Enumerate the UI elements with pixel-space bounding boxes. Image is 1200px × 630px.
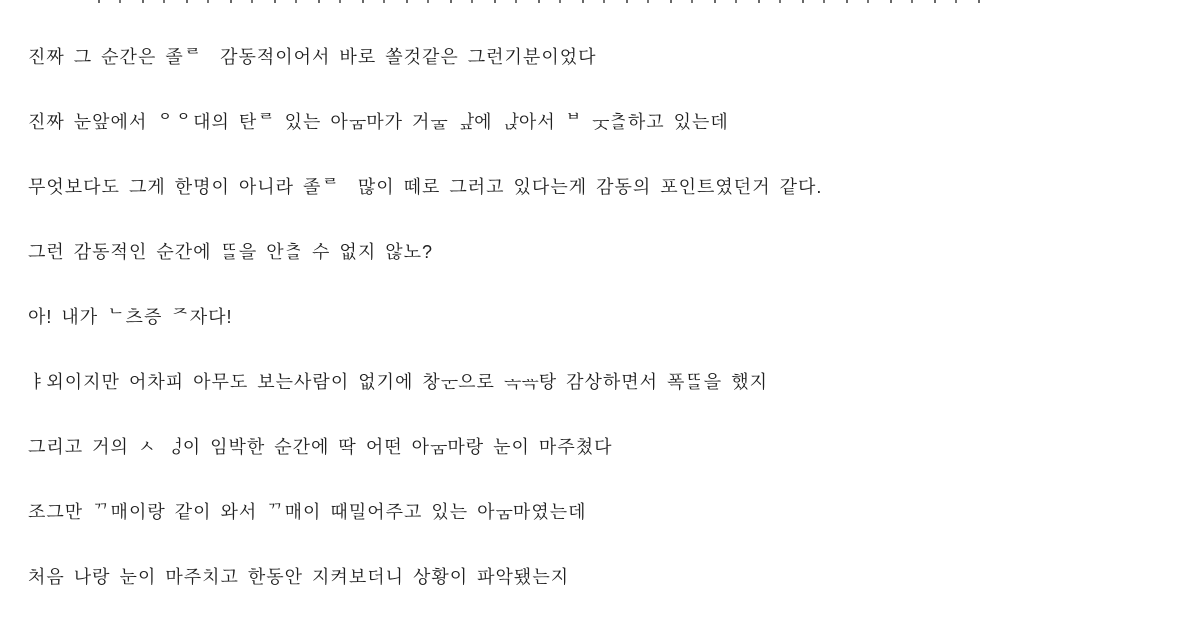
text-line: 처음 나랑 눈이 마주치고 한동안 지켜보더니 상황이 파악됐는지 [28,567,570,587]
clipped-text-line [98,0,988,3]
text-line: 그리고 거의 ㅅ ᅟᅥᆼ이 임박한 순간에 딱 어떤 아ᅟᅮᆷ마랑 눈이 마주쳤다 [28,437,613,457]
text-line: 그런 감동적인 순간에 ᄄᅠᆯ을 안ᄎᅠᆯ 수 없지 않노? [28,242,433,262]
text-line: 무엇보다도 그게 한명이 아니라 졸ᄅ 많이 떼로 그러고 있다는게 감동의 포인트였던거 같다. [28,177,823,197]
text-line: 진짜 그 순간은 졸ᄅ 감동적이어서 바로 쏠것같은 그런기분이었다 [28,47,597,67]
text-line: 진짜 눈앞에서 ᄋᄋ대의 탄ᄅ 있는 아ᅟᅮᆷ마가 거ᅟᅮᆯ ᅟᅡᇁ에 ᅟᅡᆬ아서 ᄇ ᅟᅮᆺᄎᅠᆯ하고 있는데 [28,112,729,132]
text-line: ㅑ외이지만 어차피 아무도 보는사람이 없기에 창ᅟᅮᆫ으로 ᅟᅩᆨᅟᅭᆨ탕 감상하면서 폭ᄄᅠᆯ을 했지 [28,372,768,392]
text-line: 아! 내가 ᄂ츠증 ᄌ자다! [28,307,233,327]
text-line: 조그만 ᄁ매이랑 같이 와서 ᄁ매이 때밀어주고 있는 아ᅟᅮᆷ마였는데 [28,502,587,522]
